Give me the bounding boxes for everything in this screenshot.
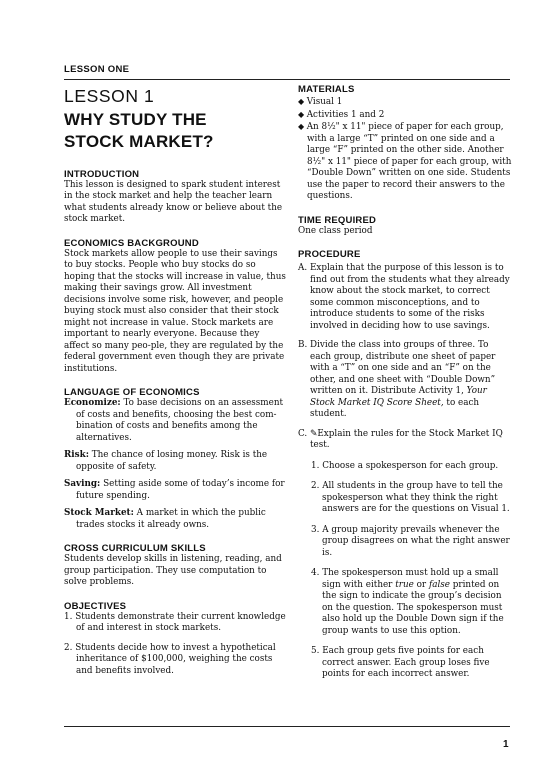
procedure-step-c: C. ✎Explain the rules for the Stock Market IQ test. [298, 428, 503, 450]
term-economize: Economize: To base decisions on an assessment of costs and benefits, choosing the best com-bination of costs and benefits among the alternatives. [64, 398, 284, 443]
procedure-step-a: A. Explain that the purpose of this lesson is to find out from the students what they already know about the stock market, to correct some common misconceptions, and to introduce students to some of the risks involved in deciding how to use savings. [298, 263, 510, 331]
diamond-bullet-icon: ◆ [298, 122, 307, 131]
introduction-text: This lesson is designed to spark student interest in the stock market and help the teacher learn what students already know or believe about the stock market. [64, 179, 283, 225]
procedure-step-b: B. Divide the class into groups of three. To each group, distribute one sheet of paper with a “T” on one side and an “F” on the other, and one sheet with “Double Down” written on it. Distribute Activity 1, Your Stock Market IQ Score Sheet, to each student. [298, 340, 496, 419]
lesson-title-line2: STOCK MARKET? [64, 132, 214, 152]
left-column [64, 84, 286, 677]
rule-item: 5. Each group gets five points for each correct answer. Each group loses five points for each incorrect answer. [311, 646, 490, 679]
materials-heading: MATERIALS [298, 84, 355, 95]
lesson-title-line1: WHY STUDY THE [64, 110, 207, 130]
economics-background-heading: ECONOMICS BACKGROUND [64, 237, 199, 249]
cross-curriculum-text: Students develop skills in listening, reading, and group participation. They use computation to solve problems. [64, 554, 282, 588]
procedure-heading: PROCEDURE [298, 249, 361, 260]
objective-item: 2. Students decide how to invest a hypothetical inheritance of $100,000, weighing the costs and benefits involved. [64, 642, 276, 676]
footer-rule [64, 726, 510, 727]
rule-item: 1. Choose a spokesperson for each group. [311, 460, 499, 471]
lesson-number: LESSON 1 [64, 86, 155, 106]
materials-item: ◆ Activities 1 and 2 [298, 109, 385, 120]
time-required-heading: TIME REQUIRED [298, 214, 377, 226]
introduction-heading: INTRODUCTION [64, 168, 140, 180]
rule-item: 4. The spokesperson must hold up a small sign with either true or false printed on the sign to indicate the group’s decision on the question. The spokesperson must also hold up the Double Down sign if the group wants to use this option. [311, 568, 504, 636]
language-of-economics-heading: LANGUAGE OF ECONOMICS [64, 387, 200, 399]
term-risk: Risk: The chance of losing money. Risk is the opposite of safety. [64, 450, 268, 472]
materials-item: ◆ Visual 1 [298, 97, 343, 107]
materials-item: ◆ An 8½" x 11" piece of paper for each group, with a large “T” printed on one side and a large “F” printed on the other side. Another 8½" x 11" piece of paper for each group, with “Double Down” written on one side. Students use the paper to record their answers to the questions. [298, 122, 512, 201]
time-required-text: One class period [298, 225, 373, 236]
rule-item: 2. All students in the group have to tell the spokesperson what they think the right answers are for the questions on Visual 1. [311, 481, 510, 514]
cross-curriculum-heading: CROSS CURRICULUM SKILLS [64, 543, 206, 555]
term-saving: Saving: Setting aside some of today’s income for future spending. [64, 479, 285, 501]
term-stock-market: Stock Market: A market in which the public trades stocks it already owns. [64, 508, 266, 530]
economics-background-text: Stock markets allow people to use their savings to buy stocks. People who buy stocks do so hoping that the stocks will increase in value, thus making their savings grow. All investment decisions involve some risk, however, and people buying stock must also consider that their stock might not increase in value. Stock markets are important to nearly everyone. Because they affect so many peo-ple, they are regulated by the federal government even though they are private institutions. [64, 248, 286, 374]
right-column [298, 84, 512, 681]
page-number: 1 [503, 739, 509, 750]
materials-list [298, 96, 512, 203]
objective-item: 1. Students demonstrate their current knowledge of and interest in stock markets. [64, 611, 286, 634]
header-rule [64, 79, 510, 80]
rule-item: 3. A group majority prevails whenever the group disagrees on what the right answer is. [311, 524, 510, 558]
diamond-bullet-icon: ◆ [298, 97, 307, 106]
lesson-header: LESSON ONE [64, 64, 130, 75]
objectives-heading: OBJECTIVES [64, 600, 127, 612]
diamond-bullet-icon: ◆ [298, 109, 307, 119]
